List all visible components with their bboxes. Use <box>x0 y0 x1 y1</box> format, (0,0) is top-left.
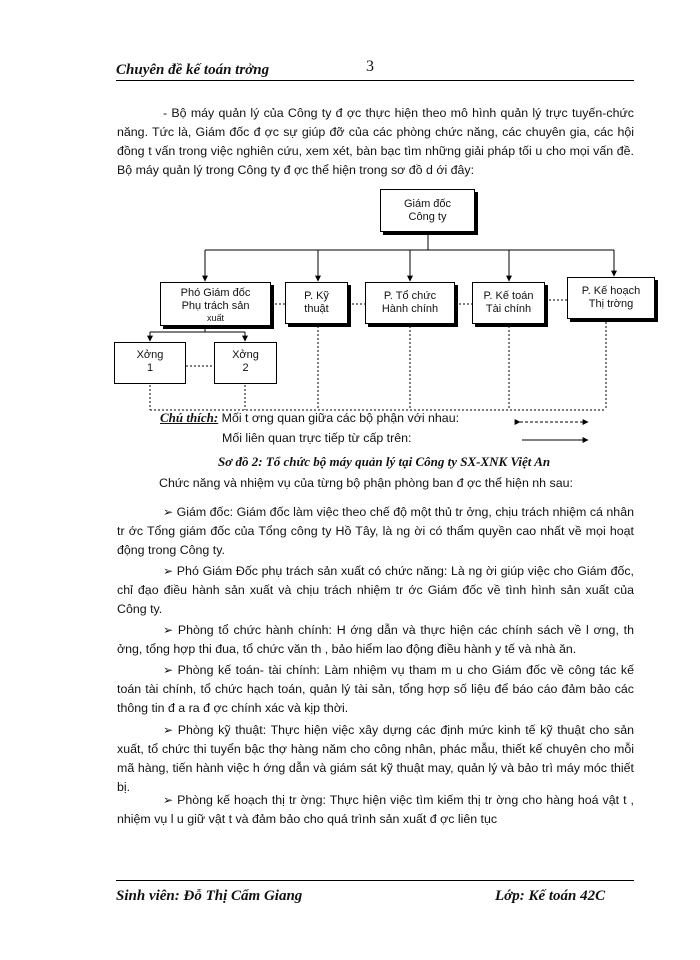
item-director <box>117 503 634 560</box>
technical-line2: thuật <box>304 303 329 315</box>
deputy-line2: Phụ trách sản <box>181 300 250 312</box>
deputy-line1: Phó Giám đốc <box>180 287 251 299</box>
technical-line1: P. Kỹ <box>304 290 329 302</box>
director-line1: Giám đốc <box>403 198 452 210</box>
item-deputy <box>117 562 634 619</box>
workshop-2-box <box>214 342 277 384</box>
bullet-icon: ➢ <box>163 793 174 807</box>
item-admin-text: Phòng tổ chức hành chính: H ớng dẫn và thực hiện các chính sách về l ơng, th ởng, tổng hợp thi đua, tổ chức văn th , bảo hiểm lao động điều hành y tế và nhà ăn. <box>117 623 634 656</box>
workshop1-line1: Xởng <box>136 349 164 361</box>
workshop2-line2: 2 <box>242 362 249 374</box>
workshop2-line1: Xởng <box>232 349 259 361</box>
item-technical <box>117 721 634 797</box>
legend-direct: Mối liên quan trực tiếp từ cấp trên: <box>222 431 412 445</box>
bullet-icon: ➢ <box>163 623 174 637</box>
item-deputy-text: Phó Giám Đốc phụ trách sản xuất có chức năng: Là ng ời giúp việc cho Giám đốc, chỉ đạo điều hành sản xuất và chịu trách nhiệm tr ớc Giám đốc về tình hình sản xuất của Công ty. <box>117 564 634 616</box>
intro-paragraph: - Bộ máy quản lý của Công ty đ ợc thực hiện theo mô hình quản lý trực tuyến-chức năng. Tức là, Giám đốc đ ợc sự giúp đỡ của các phòng chức năng, các chuyên gia, các hội đồng t vấn trong việc nghiên cứu, xem xét, bàn bạc tìm những giải pháp tối u cho mọi vấn đề. Bộ máy quản lý trong Công ty đ ợc thể hiện trong sơ đồ d ới đây: <box>117 106 634 177</box>
legend-label: Chú thích: <box>160 410 219 425</box>
workshop-1-box <box>114 342 186 384</box>
planning-line2: Thị trờng <box>588 298 634 310</box>
item-planning-text: Phòng kế hoạch thị tr ờng: Thực hiện việc tìm kiếm thị tr ờng cho hàng hoá vật t , nhiệm vụ l u giữ vật t và đảm bảo cho quá trình sản xuất đ ợc liên tục <box>117 793 634 826</box>
item-director-text: Giám đốc: Giám đốc làm việc theo chế độ một thủ tr ởng, chịu trách nhiệm cá nhân tr ớc Tổng giám đốc của Tổng công ty Hồ Tây, là ng ời có thẩm quyền cao nhất về mọi hoạt động trong Công ty. <box>117 505 634 557</box>
deputy-line3: xuất <box>206 313 224 323</box>
admin-line2: Hành chính <box>381 303 439 315</box>
planning-dept-box <box>567 277 655 319</box>
item-finance <box>117 661 634 718</box>
planning-line1: P. Kế hoạch <box>581 285 641 297</box>
finance-line2: Tài chính <box>485 303 532 315</box>
bullet-icon: ➢ <box>163 723 174 737</box>
technical-dept-box <box>285 282 348 324</box>
workshop1-line2: 1 <box>146 362 154 374</box>
admin-line1: P. Tổ chức <box>383 290 437 302</box>
footer-student: Sinh viên: Đỗ Thị Cẩm Giang <box>116 888 303 904</box>
functions-intro: Chức năng và nhiệm vụ của từng bộ phận phòng ban đ ợc thể hiện nh sau: <box>159 476 573 490</box>
bullet-icon: ➢ <box>163 663 174 677</box>
figure-caption: Sơ đồ 2: Tổ chức bộ máy quản lý tại Công ty SX-XNK Việt An <box>218 454 551 469</box>
finance-dept-box <box>472 282 545 324</box>
director-box <box>380 189 475 232</box>
footer-class: Lớp: Kế toán 42C <box>495 888 606 904</box>
bullet-icon: ➢ <box>163 564 174 578</box>
item-planning <box>117 791 634 829</box>
item-finance-text: Phòng kế toán- tài chính: Làm nhiệm vụ tham m u cho Giám đốc về công tác kế toán tài chính, tổ chức hạch toán, quản lý tài sản, tổng hợp số liệu để báo cáo đảm bảo các thông tin đ a ra đ ợc chính xác và kịp thời. <box>117 663 634 715</box>
legend-relation-text: Mối t ơng quan giữa các bộ phận với nhau: <box>221 411 460 425</box>
org-chart-connectors <box>0 0 700 460</box>
legend-relation <box>160 410 459 426</box>
footer-rule <box>116 880 634 881</box>
bullet-icon: ➢ <box>163 505 174 519</box>
item-admin <box>117 621 634 659</box>
item-technical-text: Phòng kỹ thuật: Thực hiện việc xây dựng các định mức kinh tế kỹ thuật cho sản xuất, tổ chức thi tuyển bậc thợ hàng năm cho công nhân, phác mẫu, thiết kế chuyên cho mỗi mã hàng, tiến hành việc h ớng dẫn và giám sát kỹ thuật may, quản lý và bảo trì máy móc thiết bị. <box>117 723 634 794</box>
director-line2: Công ty <box>408 211 447 223</box>
admin-dept-box <box>365 282 455 324</box>
header-title: Chuyên đề kế toán trởng <box>116 62 270 78</box>
page-number: 3 <box>366 58 374 75</box>
deputy-director-box <box>160 282 271 326</box>
finance-line1: P. Kế toán <box>483 290 534 302</box>
